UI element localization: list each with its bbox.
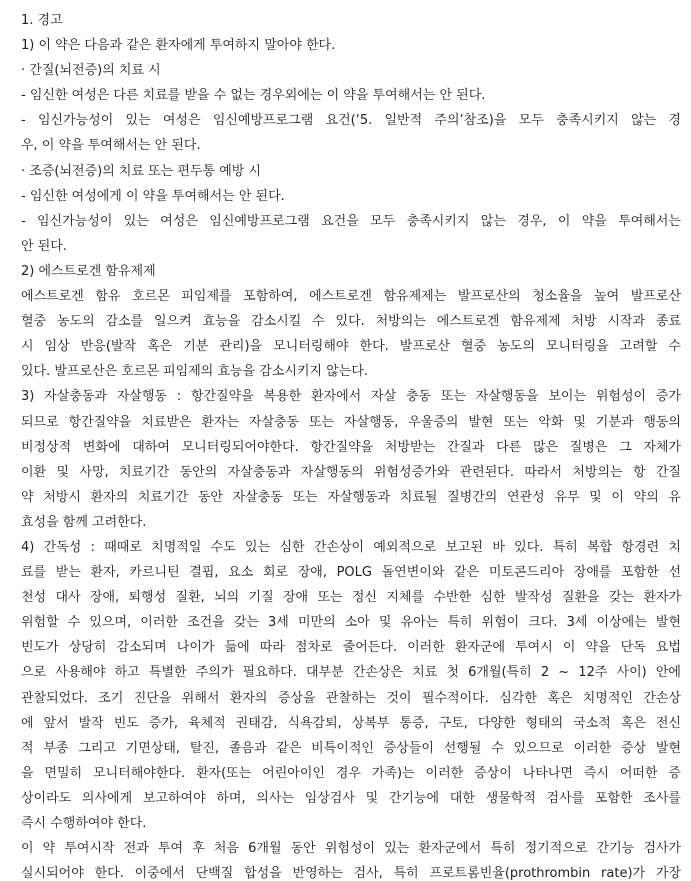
text-line: - 임신가능성이 있는 여성은 임신예방프로그램 요건을 모두 충족시키지 않는 경우, 이 약을 투여해서는 [21,213,681,229]
text-line: 료를 받는 환자, 카르니틴 결핍, 요소 회로 장애, POLG 돌연변이와 같은 미토콘드리아 장애를 포함한 선 [21,565,681,581]
text-line: 안 된다. [21,238,67,254]
text-line: 효성을 함께 고려한다. [21,514,147,530]
text-line: 1. 경고 [21,13,63,28]
text-line: 으로 사용해야 하고 특별한 주의가 필요하다. 대부분 간손상은 치료 첫 6개월(특히 2 ~ 12주 사이) 안에 [21,665,681,681]
text-line: 시 임상 반응(발작 혹은 기분 관리)을 모니터링해야 한다. 발프로산 혈중 농도의 모니터링을 고려할 수 [21,339,681,355]
text-line: 3) 자살충동과 자살행동 : 항간질약을 복용한 환자에서 자살 충동 또는 자살행동을 보이는 위험성이 증가 [21,389,681,405]
text-line: 천성 대사 장애, 퇴행성 질환, 뇌의 기질 장애 또는 정신 지체를 수반한 심한 발작성 질환을 갖는 환자가 [21,590,681,606]
text-line: 상이라도 의사에게 보고하여야 하며, 의사는 임상검사 및 간기능에 대한 생물학적 검사를 포함한 조사를 [21,790,681,806]
text-line: - 임신한 여성은 다른 치료를 받을 수 없는 경우외에는 이 약을 투여해서는 안 된다. [21,88,486,104]
text-line: · 간질(뇌전증)의 치료 시 [21,63,161,79]
text-line: 에 앞서 발작 빈도 증가, 육체적 권태감, 식욕감퇴, 상복부 통증, 구토, 다양한 형태의 국소적 혹은 전신 [21,715,681,731]
text-line: 적 부종 그리고 기면상태, 탈진, 졸음과 같은 비특이적인 증상들이 선행될 수 있으므로 이러한 증상 발현 [21,740,681,756]
text-line: 을 면밀히 모니터해야한다. 환자(또는 어린아이인 경우 가족)는 이러한 증상이 나타나면 즉시 어떠한 증 [21,765,681,781]
text-line: 즉시 수행하여야 한다. [21,816,147,831]
text-line: 2) 에스트로겐 함유제제 [21,263,156,279]
text-line: 약 처방시 환자의 치료기간 동안 자살충동 또는 자살행동과 치료될 질병간의 연관성 유무 및 이 약의 유 [21,489,681,505]
text-line: 위험할 수 있으며, 이러한 조건을 갖는 3세 미만의 소아 및 유아는 특히 위험이 크다. 3세 이상에는 발현 [21,615,681,631]
text-line: 실시되어야 한다. 이중에서 단백질 합성을 반영하는 검사, 특히 프로트롬빈율(prothrombin rate)가 가장 [21,866,681,881]
text-line: - 임신가능성이 있는 여성은 임신예방프로그램 요건(‘5. 일반적 주의’참조)을 모두 충족시키지 않는 경 [21,113,681,129]
text-line: 되므로 항간질약을 치료받은 환자는 자살충동 또는 자살행동, 우울증의 발현 또는 악화 및 기분과 행동의 [21,414,681,430]
text-line: 에스트로겐 함유 호르몬 피임제를 포함하여, 에스트로겐 함유제제는 발프로산의 청소율을 높여 발프로산 [21,289,681,305]
text-line: - 임신한 여성에게 이 약을 투여해서는 안 된다. [21,188,285,204]
text-line: 비정상적 변화에 대하여 모니터링되어야한다. 항간질약을 처방받는 간질과 다른 많은 질병은 그 자체가 [21,439,681,455]
text-line: 1) 이 약은 다음과 같은 환자에게 투여하지 말아야 한다. [21,38,336,54]
text-line: 이 약 투여시작 전과 투여 후 처음 6개월 동안 위험성이 있는 환자군에서 특히 정기적으로 간기능 검사가 [21,841,681,857]
text-line: 있다. 발프로산은 호르몬 피임제의 효능을 감소시키지 않는다. [21,364,369,380]
text-line: 4) 간독성 : 때때로 치명적일 수도 있는 심한 간손상이 예외적으로 보고된 바 있다. 특히 복합 항경련 치 [21,539,681,555]
text-line: 혈중 농도의 감소를 일으켜 효능을 감소시킬 수 있다. 처방의는 에스트로겐 함유제제 처방 시작과 종료 [21,314,681,330]
text-line: 빈도가 상당히 감소되며 나이가 듦에 따라 점차로 줄어든다. 이러한 환자군에 투여시 이 약을 단독 요법 [21,640,681,656]
text-line: 우, 이 약을 투여해서는 안 된다. [21,138,201,154]
text-line: 관찰되었다. 조기 진단을 위해서 환자의 증상을 관찰하는 것이 필수적이다. 심각한 혹은 치명적인 간손상 [21,690,681,706]
text-line: · 조증(뇌전증)의 치료 또는 편두통 예방 시 [21,163,261,179]
text-line: 이환 및 사망, 치료기간 동안의 자살충동과 자살행동의 위험성증가와 관련된다. 따라서 처방의는 항 간질 [21,464,681,480]
